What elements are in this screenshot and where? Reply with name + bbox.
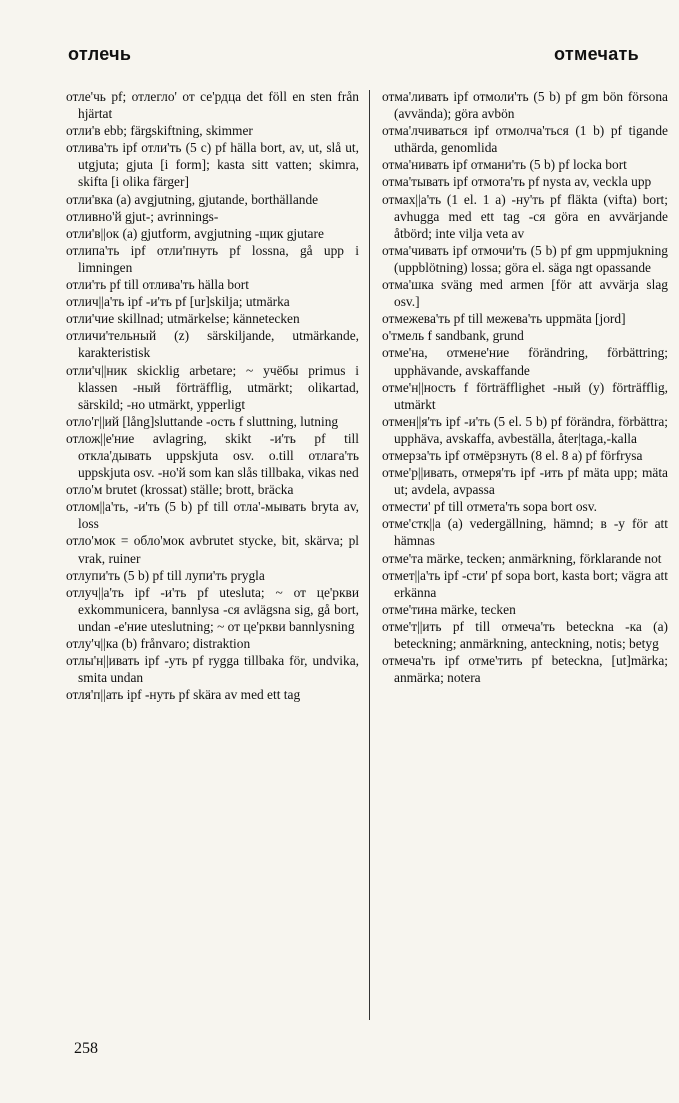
dictionary-entry: отли'чие skillnad; utmärkelse; kännetecken [66, 311, 300, 327]
dictionary-entry: отлуч||а'ть ipf -и'ть pf utesluta; ~ от це'ркви exkommunicera, bannlysa -ся avlägsna sig, gå bort, undan -е'ние uteslutning; ~ от це'ркви bannlysning [66, 584, 359, 634]
dictionary-entry: отме'на, отмене'ние förändring, förbättring; upphävande, avskaffande [382, 345, 668, 378]
running-header [68, 44, 639, 68]
guide-word-right: отмечать [554, 44, 639, 64]
page-number: 258 [74, 1040, 98, 1057]
dictionary-entry: отма'нивать ipf отмани'ть (5 b) pf locka bort [382, 157, 627, 173]
dictionary-entry: отме'тина märke, tecken [382, 601, 516, 617]
dictionary-entry: отма'лчиваться ipf отмолча'ться (1 b) pf tigande uthärda, genomlida [382, 123, 668, 156]
dictionary-entry: отлом||а'ть, -и'ть (5 b) pf till отла'-мывать bryta av, loss [66, 499, 359, 532]
dictionary-entry: отмести' pf till отмета'ть sopa bort osv. [382, 499, 597, 515]
dictionary-entry: отливно'й gjut-; avrinnings- [66, 208, 219, 224]
dictionary-entry: отмерза'ть ipf отмёрзнуть (8 el. 8 a) pf förfrysa [382, 447, 643, 463]
dictionary-entry: отме'стк||а (a) vedergällning, hämnd; в -у för att hämnas [382, 516, 668, 549]
dictionary-entry: отло'г||ий [lång]sluttande -ость f sluttning, lutning [66, 413, 339, 429]
dictionary-entry: отлива'ть ipf отли'ть (5 c) pf hälla bort, av, ut, slå ut, utgjuta; gjuta [i form]; kasta sitt vatten; skimra, skifta [i olika färger] [66, 140, 359, 190]
dictionary-entry: отмежева'ть pf till межева'ть uppmäta [jord] [382, 311, 626, 327]
dictionary-entry: отле'чь pf; отлегло' от се'рдца det föll en sten från hjärtat [66, 89, 359, 122]
dictionary-entry: отме'та märke, tecken; anmärkning, förklarande not [382, 550, 662, 566]
dictionary-entry: отлипа'ть ipf отли'пнуть pf lossna, gå upp i limningen [66, 242, 359, 275]
dictionary-entry: отма'ливать ipf отмоли'ть (5 b) pf gm bön försona (avvända); göra avbön [382, 89, 668, 122]
dictionary-entry: отлы'н||ивать ipf -уть pf rygga tillbaka för, undvika, smita undan [66, 653, 359, 686]
dictionary-entry: отма'шка sväng med armen [för att avvärja slag osv.] [382, 277, 668, 310]
dictionary-entry: отли'в ebb; färgskiftning, skimmer [66, 123, 253, 139]
column-divider [369, 90, 370, 1020]
dictionary-entry: отли'вка (a) avgjutning, gjutande, borthällande [66, 191, 319, 207]
dictionary-entry: отмах||а'ть (1 el. 1 a) -ну'ть pf fläkta (vifta) bort; avhugga med ett tag -ся göra en avvärjande åtbörd; inte vilja veta av [382, 191, 668, 241]
dictionary-entry: отмен||я'ть ipf -и'ть (5 el. 5 b) pf förändra, förbättra; upphäva, avskaffa, avbeställa, åter|taga,-kalla [382, 413, 668, 446]
dictionary-entry: отма'тывать ipf отмота'ть pf nysta av, veckla upp [382, 174, 652, 190]
dictionary-entry: отло'м brutet (krossat) ställe; brott, bräcka [66, 482, 294, 498]
dictionary-entry: отли'в||ок (a) gjutform, avgjutning -щик gjutare [66, 225, 324, 241]
dictionary-entry: о'тмель f sandbank, grund [382, 328, 524, 344]
dictionary-entry: отме'т||ить pf till отмеча'ть beteckna -ка (a) beteckning; anmärkning, anteckning, notis; betyg [382, 618, 668, 651]
dictionary-entry: отмет||а'ть ipf -сти' pf sopa bort, kasta bort; vägra att erkänna [382, 567, 668, 600]
dictionary-entry: отля'п||ать ipf -нуть pf skära av med ett tag [66, 687, 301, 703]
dictionary-entry: отлу'ч||ка (b) frånvaro; distraktion [66, 636, 251, 651]
dictionary-entry: отличи'тельный (z) särskiljande, utmärkande, karakteristisk [66, 328, 359, 361]
guide-word-left: отлечь [68, 44, 132, 64]
dictionary-entry: отма'чивать ipf отмочи'ть (5 b) pf gm uppmjukning (uppblötning) lossa; göra el. säga ngt opassande [382, 242, 668, 275]
dictionary-entry: отлич||а'ть ipf -и'ть pf [ur]skilja; utmärka [66, 294, 290, 310]
dictionary-entry: отлож||е'ние avlagring, skikt -и'ть pf till откла'дывать uppskjuta osv. о.till отлага'ть uppskjuta osv. -но'й som kan slås tillbaka, vikas ned [66, 430, 359, 481]
dictionary-entry: отли'ч||ник skicklig arbetare; ~ учёбы primus i klassen -ный förträfflig, utmärkt; olikartad, särskild; -но utmärkt, ypperligt [66, 362, 359, 412]
left-column [66, 88, 359, 703]
right-column [382, 88, 668, 686]
dictionary-entry: отлупи'ть (5 b) pf till лупи'ть prygla [66, 567, 265, 583]
dictionary-entry: отли'ть pf till отлива'ть hälla bort [66, 277, 249, 293]
dictionary-entry: отмеча'ть ipf отме'тить pf beteckna, [ut]märka; anmärka; notera [382, 653, 668, 686]
dictionary-entry: отме'н||ность f förträfflighet -ный (y) förträfflig, utmärkt [382, 379, 668, 412]
dictionary-entry: отме'р||ивать, отмеря'ть ipf -ить pf mäta upp; mäta ut; avdela, avpassa [382, 465, 668, 498]
dictionary-entry: отло'мок = обло'мок avbrutet stycke, bit, skärva; pl vrak, ruiner [66, 533, 359, 566]
